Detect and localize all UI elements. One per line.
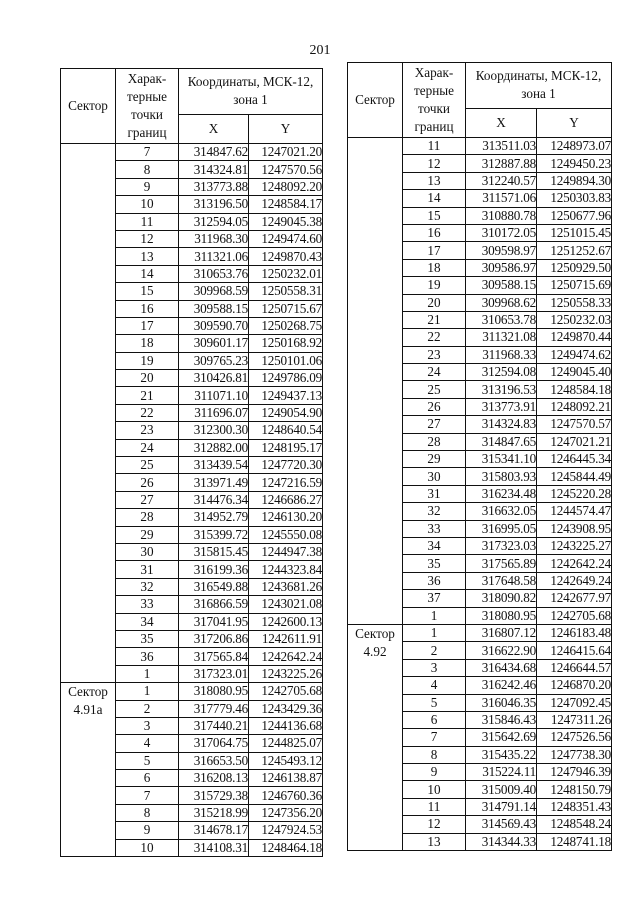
table-body-left (61, 144, 323, 857)
point-cell: 27 (116, 491, 179, 508)
point-cell: 29 (116, 526, 179, 543)
x-cell: 316622.90 (466, 642, 537, 659)
y-cell: 1249054.90 (249, 404, 323, 421)
point-cell: 11 (403, 798, 466, 815)
x-cell: 314344.33 (466, 833, 537, 850)
x-cell: 311071.10 (179, 387, 249, 404)
point-cell: 7 (403, 729, 466, 746)
header-coordinates: Координаты, МСК-12, зона 1 (466, 63, 612, 109)
x-cell: 316995.05 (466, 520, 537, 537)
point-cell: 25 (403, 381, 466, 398)
y-cell: 1245550.08 (249, 526, 323, 543)
y-cell: 1245844.49 (537, 468, 612, 485)
point-cell: 15 (116, 283, 179, 300)
header-y: Y (249, 114, 323, 143)
point-cell: 8 (116, 161, 179, 178)
y-cell: 1242705.68 (537, 607, 612, 624)
header-coordinates: Координаты, МСК-12, зона 1 (179, 69, 323, 115)
point-cell: 36 (116, 648, 179, 665)
x-cell: 317323.03 (466, 537, 537, 554)
point-cell: 23 (116, 422, 179, 439)
point-cell: 7 (116, 144, 179, 161)
x-cell: 309765.23 (179, 352, 249, 369)
point-cell: 32 (116, 578, 179, 595)
x-cell: 310653.78 (466, 311, 537, 328)
point-cell: 31 (116, 561, 179, 578)
x-cell: 314476.34 (179, 491, 249, 508)
point-cell: 2 (403, 642, 466, 659)
x-cell: 316199.36 (179, 561, 249, 578)
x-cell: 314847.62 (179, 144, 249, 161)
x-cell: 309586.97 (466, 259, 537, 276)
y-cell: 1247021.21 (537, 433, 612, 450)
point-cell: 1 (116, 683, 179, 700)
y-cell: 1247021.20 (249, 144, 323, 161)
x-cell: 309601.17 (179, 335, 249, 352)
y-cell: 1248092.21 (537, 398, 612, 415)
y-cell: 1249894.30 (537, 172, 612, 189)
point-cell: 5 (116, 752, 179, 769)
point-cell: 9 (403, 764, 466, 781)
point-cell: 21 (403, 311, 466, 328)
y-cell: 1248973.07 (537, 138, 612, 155)
point-cell: 26 (116, 474, 179, 491)
y-cell: 1246445.34 (537, 451, 612, 468)
point-cell: 24 (403, 364, 466, 381)
y-cell: 1247924.53 (249, 822, 323, 839)
x-cell: 315399.72 (179, 526, 249, 543)
x-cell: 316653.50 (179, 752, 249, 769)
y-cell: 1247946.39 (537, 764, 612, 781)
point-cell: 9 (116, 178, 179, 195)
point-cell: 1 (116, 665, 179, 682)
point-cell: 27 (403, 416, 466, 433)
point-cell: 22 (403, 329, 466, 346)
point-cell: 30 (403, 468, 466, 485)
x-cell: 314678.17 (179, 822, 249, 839)
y-cell: 1249474.60 (249, 230, 323, 247)
table-body-right (348, 138, 612, 851)
point-cell: 10 (116, 196, 179, 213)
y-cell: 1243908.95 (537, 520, 612, 537)
x-cell: 314108.31 (179, 839, 249, 856)
y-cell: 1246138.87 (249, 770, 323, 787)
point-cell: 14 (403, 190, 466, 207)
x-cell: 317041.95 (179, 613, 249, 630)
x-cell: 310880.78 (466, 207, 537, 224)
point-cell: 2 (116, 700, 179, 717)
x-cell: 312882.00 (179, 439, 249, 456)
x-cell: 315815.45 (179, 543, 249, 560)
y-cell: 1247356.20 (249, 804, 323, 821)
x-cell: 313196.50 (179, 196, 249, 213)
x-cell: 315729.38 (179, 787, 249, 804)
y-cell: 1243021.08 (249, 596, 323, 613)
x-cell: 315803.93 (466, 468, 537, 485)
sector-cell: Сектор 4.92 (348, 624, 403, 850)
x-cell: 317648.58 (466, 572, 537, 589)
y-cell: 1248351.43 (537, 798, 612, 815)
table-row (61, 683, 323, 700)
x-cell: 312887.88 (466, 155, 537, 172)
x-cell: 314791.14 (466, 798, 537, 815)
y-cell: 1248741.18 (537, 833, 612, 850)
point-cell: 16 (116, 300, 179, 317)
y-cell: 1250303.83 (537, 190, 612, 207)
point-cell: 24 (116, 439, 179, 456)
x-cell: 316549.88 (179, 578, 249, 595)
x-cell: 315341.10 (466, 451, 537, 468)
x-cell: 314569.43 (466, 816, 537, 833)
y-cell: 1248150.79 (537, 781, 612, 798)
point-cell: 11 (403, 138, 466, 155)
y-cell: 1251252.67 (537, 242, 612, 259)
x-cell: 316807.12 (466, 624, 537, 641)
sector-cell (61, 144, 116, 683)
point-cell: 20 (116, 370, 179, 387)
x-cell: 309590.70 (179, 317, 249, 334)
point-cell: 20 (403, 294, 466, 311)
point-cell: 29 (403, 451, 466, 468)
header-points: Харак-терные точки границ (116, 69, 179, 144)
x-cell: 316046.35 (466, 694, 537, 711)
point-cell: 8 (116, 804, 179, 821)
x-cell: 316234.48 (466, 485, 537, 502)
y-cell: 1248092.20 (249, 178, 323, 195)
y-cell: 1246644.57 (537, 659, 612, 676)
x-cell: 313439.54 (179, 457, 249, 474)
x-cell: 313773.91 (466, 398, 537, 415)
y-cell: 1243225.26 (249, 665, 323, 682)
point-cell: 15 (403, 207, 466, 224)
x-cell: 315435.22 (466, 746, 537, 763)
point-cell: 33 (116, 596, 179, 613)
point-cell: 30 (116, 543, 179, 560)
y-cell: 1244323.84 (249, 561, 323, 578)
point-cell: 33 (403, 520, 466, 537)
y-cell: 1247738.30 (537, 746, 612, 763)
x-cell: 315846.43 (466, 711, 537, 728)
point-cell: 3 (116, 717, 179, 734)
x-cell: 315642.69 (466, 729, 537, 746)
header-points: Харак-терные точки границ (403, 63, 466, 138)
point-cell: 12 (403, 816, 466, 833)
x-cell: 309598.97 (466, 242, 537, 259)
x-cell: 313971.49 (179, 474, 249, 491)
x-cell: 309588.15 (179, 300, 249, 317)
header-x: X (466, 108, 537, 137)
y-cell: 1249474.62 (537, 346, 612, 363)
point-cell: 9 (116, 822, 179, 839)
y-cell: 1249437.13 (249, 387, 323, 404)
point-cell: 14 (116, 265, 179, 282)
x-cell: 310426.81 (179, 370, 249, 387)
y-cell: 1249450.23 (537, 155, 612, 172)
point-cell: 25 (116, 457, 179, 474)
y-cell: 1249045.40 (537, 364, 612, 381)
x-cell: 317323.01 (179, 665, 249, 682)
y-cell: 1250101.06 (249, 352, 323, 369)
point-cell: 7 (116, 787, 179, 804)
x-cell: 315224.11 (466, 764, 537, 781)
y-cell: 1247720.30 (249, 457, 323, 474)
x-cell: 316434.68 (466, 659, 537, 676)
y-cell: 1246183.48 (537, 624, 612, 641)
x-cell: 314324.81 (179, 161, 249, 178)
x-cell: 317565.84 (179, 648, 249, 665)
coordinates-table-left (60, 68, 323, 857)
point-cell: 34 (403, 537, 466, 554)
sector-cell: Сектор 4.91а (61, 683, 116, 857)
point-cell: 13 (403, 172, 466, 189)
y-cell: 1250715.67 (249, 300, 323, 317)
y-cell: 1250677.96 (537, 207, 612, 224)
x-cell: 309968.62 (466, 294, 537, 311)
x-cell: 311696.07 (179, 404, 249, 421)
point-cell: 16 (403, 224, 466, 241)
x-cell: 318080.95 (179, 683, 249, 700)
x-cell: 311321.06 (179, 248, 249, 265)
point-cell: 10 (116, 839, 179, 856)
y-cell: 1249045.38 (249, 213, 323, 230)
x-cell: 316242.46 (466, 677, 537, 694)
x-cell: 312300.30 (179, 422, 249, 439)
x-cell: 318080.95 (466, 607, 537, 624)
y-cell: 1248195.17 (249, 439, 323, 456)
point-cell: 22 (116, 404, 179, 421)
y-cell: 1250268.75 (249, 317, 323, 334)
x-cell: 311968.33 (466, 346, 537, 363)
point-cell: 35 (116, 630, 179, 647)
y-cell: 1242600.13 (249, 613, 323, 630)
y-cell: 1250558.33 (537, 294, 612, 311)
x-cell: 312594.08 (466, 364, 537, 381)
x-cell: 314324.83 (466, 416, 537, 433)
point-cell: 26 (403, 398, 466, 415)
point-cell: 37 (403, 590, 466, 607)
y-cell: 1242677.97 (537, 590, 612, 607)
y-cell: 1246870.20 (537, 677, 612, 694)
table-row (348, 624, 612, 641)
y-cell: 1249870.44 (537, 329, 612, 346)
point-cell: 36 (403, 572, 466, 589)
y-cell: 1244947.38 (249, 543, 323, 560)
y-cell: 1247092.45 (537, 694, 612, 711)
point-cell: 4 (116, 735, 179, 752)
x-cell: 316208.13 (179, 770, 249, 787)
point-cell: 6 (403, 711, 466, 728)
point-cell: 8 (403, 746, 466, 763)
sector-cell (348, 138, 403, 625)
y-cell: 1250558.31 (249, 283, 323, 300)
y-cell: 1242642.24 (537, 555, 612, 572)
point-cell: 1 (403, 624, 466, 641)
y-cell: 1250715.69 (537, 277, 612, 294)
y-cell: 1242649.24 (537, 572, 612, 589)
point-cell: 17 (116, 317, 179, 334)
point-cell: 10 (403, 781, 466, 798)
x-cell: 311571.06 (466, 190, 537, 207)
x-cell: 314847.65 (466, 433, 537, 450)
y-cell: 1246130.20 (249, 509, 323, 526)
y-cell: 1248640.54 (249, 422, 323, 439)
point-cell: 1 (403, 607, 466, 624)
page-number: 201 (309, 43, 331, 58)
y-cell: 1246760.36 (249, 787, 323, 804)
x-cell: 314952.79 (179, 509, 249, 526)
point-cell: 21 (116, 387, 179, 404)
y-cell: 1248464.18 (249, 839, 323, 856)
x-cell: 317779.46 (179, 700, 249, 717)
coordinates-table-right (347, 62, 612, 851)
y-cell: 1242705.68 (249, 683, 323, 700)
x-cell: 309588.15 (466, 277, 537, 294)
y-cell: 1250929.50 (537, 259, 612, 276)
x-cell: 311321.08 (466, 329, 537, 346)
header-x: X (179, 114, 249, 143)
point-cell: 35 (403, 555, 466, 572)
x-cell: 309968.59 (179, 283, 249, 300)
point-cell: 12 (116, 230, 179, 247)
point-cell: 19 (403, 277, 466, 294)
y-cell: 1247311.26 (537, 711, 612, 728)
x-cell: 318090.82 (466, 590, 537, 607)
y-cell: 1250232.01 (249, 265, 323, 282)
x-cell: 317206.86 (179, 630, 249, 647)
y-cell: 1246686.27 (249, 491, 323, 508)
y-cell: 1243429.36 (249, 700, 323, 717)
y-cell: 1250232.03 (537, 311, 612, 328)
y-cell: 1244825.07 (249, 735, 323, 752)
y-cell: 1248548.24 (537, 816, 612, 833)
x-cell: 315218.99 (179, 804, 249, 821)
x-cell: 310172.05 (466, 224, 537, 241)
x-cell: 312594.05 (179, 213, 249, 230)
y-cell: 1247526.56 (537, 729, 612, 746)
point-cell: 4 (403, 677, 466, 694)
point-cell: 28 (116, 509, 179, 526)
x-cell: 316632.05 (466, 503, 537, 520)
y-cell: 1251015.45 (537, 224, 612, 241)
table-row (348, 138, 612, 155)
point-cell: 19 (116, 352, 179, 369)
header-sector: Сектор (61, 69, 116, 144)
y-cell: 1248584.17 (249, 196, 323, 213)
y-cell: 1248584.18 (537, 381, 612, 398)
point-cell: 32 (403, 503, 466, 520)
point-cell: 34 (116, 613, 179, 630)
y-cell: 1243225.27 (537, 537, 612, 554)
x-cell: 317565.89 (466, 555, 537, 572)
header-sector: Сектор (348, 63, 403, 138)
point-cell: 18 (116, 335, 179, 352)
y-cell: 1243681.26 (249, 578, 323, 595)
point-cell: 12 (403, 155, 466, 172)
y-cell: 1249870.43 (249, 248, 323, 265)
x-cell: 317440.21 (179, 717, 249, 734)
point-cell: 13 (116, 248, 179, 265)
header-y: Y (537, 108, 612, 137)
y-cell: 1249786.09 (249, 370, 323, 387)
y-cell: 1250168.92 (249, 335, 323, 352)
point-cell: 11 (116, 213, 179, 230)
y-cell: 1242642.24 (249, 648, 323, 665)
y-cell: 1247570.57 (537, 416, 612, 433)
x-cell: 315009.40 (466, 781, 537, 798)
x-cell: 313773.88 (179, 178, 249, 195)
y-cell: 1247570.56 (249, 161, 323, 178)
x-cell: 310653.76 (179, 265, 249, 282)
x-cell: 312240.57 (466, 172, 537, 189)
point-cell: 6 (116, 770, 179, 787)
y-cell: 1246415.64 (537, 642, 612, 659)
x-cell: 311968.30 (179, 230, 249, 247)
table-row (61, 144, 323, 161)
y-cell: 1245493.12 (249, 752, 323, 769)
y-cell: 1245220.28 (537, 485, 612, 502)
point-cell: 3 (403, 659, 466, 676)
y-cell: 1244136.68 (249, 717, 323, 734)
point-cell: 18 (403, 259, 466, 276)
x-cell: 313196.53 (466, 381, 537, 398)
point-cell: 13 (403, 833, 466, 850)
x-cell: 316866.59 (179, 596, 249, 613)
x-cell: 317064.75 (179, 735, 249, 752)
point-cell: 28 (403, 433, 466, 450)
y-cell: 1247216.59 (249, 474, 323, 491)
y-cell: 1244574.47 (537, 503, 612, 520)
point-cell: 5 (403, 694, 466, 711)
x-cell: 313511.03 (466, 138, 537, 155)
point-cell: 31 (403, 485, 466, 502)
point-cell: 17 (403, 242, 466, 259)
point-cell: 23 (403, 346, 466, 363)
y-cell: 1242611.91 (249, 630, 323, 647)
